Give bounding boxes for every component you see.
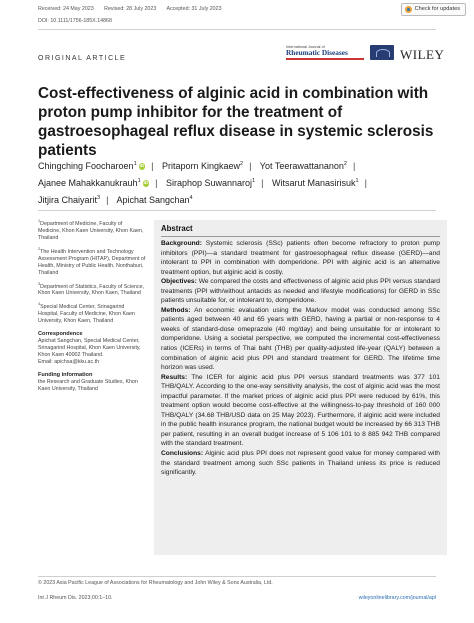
abstract-section-text: Systemic sclerosis (SSc) patients often become refractory to proton pump inhibitors (PPI)—a standard treatment for gastroesophageal reflux disease (GERD)—and intolerant to PPI in combination with domperidone. PPI with alginic acid is an alternative treatment option, but alginic acid is costly.	[161, 240, 440, 276]
publisher-logo: WILEY	[400, 47, 445, 62]
abstract-box	[154, 220, 447, 555]
journal-citation: Int J Rheum Dis. 2023;00:1–10.	[38, 595, 113, 601]
author-name[interactable]	[116, 195, 192, 205]
left-column	[38, 218, 146, 393]
abstract-divider	[161, 236, 440, 237]
affiliation-text: Special Medical Center, Srinagarind Hospital, Faculty of Medicine, Khon Kaen University, Khon Kaen, Thailand	[38, 304, 135, 325]
article-type: ORIGINAL ARTICLE	[38, 55, 127, 62]
author-separator: |	[261, 178, 264, 188]
author-affiliation-marker: 4	[189, 195, 193, 201]
copyright-notice: © 2023 Asia Pacific League of Associations for Rheumatology and John Wiley & Sons Australia, Ltd.	[38, 580, 273, 586]
author-divider	[38, 210, 436, 211]
affiliation-item	[38, 281, 146, 298]
author-affiliation-marker: 2	[343, 161, 347, 167]
funding-text: the Research and Graduate Studies, Khon Kaen University, Thailand	[38, 379, 138, 393]
abstract-section	[161, 373, 440, 449]
journal-url-link[interactable]: wileyonlinelibrary.com/journal/apl	[358, 595, 436, 601]
abstract-section-label: Conclusions:	[161, 450, 204, 458]
affiliation-marker: 2	[38, 246, 41, 251]
journal-logo-line1: International Journal of	[286, 45, 325, 49]
journal-logo-line2: Rheumatic Diseases	[286, 48, 348, 57]
affiliation-item	[38, 218, 146, 242]
funding-heading: Funding information	[38, 372, 93, 379]
correspondence-text: Apichat Sangchan, Special Medical Center, Srinagarind Hospital, Khon Kaen University, Khon Kaen 40002 Thailand.	[38, 338, 141, 359]
abstract-section-text: Alginic acid plus PPI does not represent good value for money compared with the standard treatment among such SSc patients in Thailand unless its price is reduced significantly.	[161, 450, 440, 477]
author-affiliation-marker: 1	[355, 178, 359, 184]
author-separator: |	[364, 178, 367, 188]
affiliation-text: Department of Medicine, Faculty of Medicine, Khon Kaen University, Khon Kaen, Thailand	[38, 220, 144, 241]
apl-society-logo-icon	[370, 45, 394, 60]
affiliation-marker: 3	[38, 281, 41, 286]
author-name-text: Yot Teerawattananon	[259, 161, 344, 171]
abstract-section	[161, 277, 440, 306]
orcid-icon[interactable]: iD	[139, 163, 145, 168]
affiliation-marker: 1	[38, 219, 41, 223]
author-name[interactable]	[162, 161, 243, 171]
author-name[interactable]	[38, 161, 145, 171]
author-name-text: Chingching Foocharoen	[38, 161, 134, 171]
abstract-section-label: Background:	[161, 240, 202, 247]
abstract-section	[161, 239, 440, 277]
author-separator: |	[106, 195, 109, 205]
affiliation-marker: 4	[38, 302, 41, 307]
received-date: Received: 24 May 2023	[38, 6, 94, 12]
article-dates	[38, 6, 231, 13]
accepted-date: Accepted: 31 July 2023	[166, 6, 222, 12]
abstract-section-text: We compared the costs and effectiveness of alginic acid plus PPI versus standard treatments (PPI with/without antacids as needed and lifestyle modifications) for GERD in SSc patients unsuitable for, or intolerant to, domperidone.	[161, 278, 440, 305]
abstract-section-label: Results:	[161, 373, 188, 381]
author-name[interactable]	[38, 195, 100, 205]
author-name[interactable]	[166, 178, 255, 188]
journal-logo	[286, 45, 366, 61]
correspondence-heading: Correspondence	[38, 331, 83, 338]
crossmark-icon	[405, 6, 412, 13]
journal-logo-bar	[286, 58, 364, 60]
abstract-section-label: Methods:	[161, 306, 191, 314]
author-name[interactable]	[272, 178, 359, 188]
orcid-icon[interactable]: iD	[143, 180, 149, 185]
check-updates-button[interactable]	[401, 3, 466, 16]
author-affiliation-marker: 2	[240, 161, 244, 167]
affiliation-item	[38, 301, 146, 325]
correspondence-email[interactable]: Email: apichsa@kku.ac.th	[38, 359, 100, 366]
abstract-heading: Abstract	[161, 224, 193, 233]
author-separator: |	[151, 161, 154, 171]
author-name-text: Witsarut Manasirisuk	[271, 178, 356, 188]
affiliation-text: The Health Intervention and Technology Assessment Program (HITAP), Department of Health, Ministry of Public Health, Nonthaburi, Thailand	[38, 248, 146, 276]
author-name-text: Ajanee Mahakkanukrauh	[38, 178, 138, 188]
affiliation-text: Department of Statistics, Faculty of Science, Khon Kaen University, Khon Kaen, Thailand	[38, 283, 145, 297]
affiliation-item	[38, 246, 146, 277]
author-name-text: Jitjira Chaiyarit	[38, 195, 98, 205]
doi[interactable]: DOI: 10.1111/1756-185X.14868	[38, 18, 112, 24]
top-divider	[38, 29, 436, 30]
author-affiliation-marker: 1	[133, 161, 137, 167]
abstract-body	[161, 239, 440, 478]
author-name-text: Pritaporn Kingkaew	[162, 161, 241, 171]
author-affiliation-marker: 1	[137, 178, 141, 184]
author-separator: |	[352, 161, 356, 171]
abstract-section	[161, 306, 440, 373]
abstract-section-label: Objectives:	[161, 278, 197, 286]
footer-divider	[38, 576, 436, 577]
abstract-section	[161, 449, 440, 478]
author-name[interactable]	[38, 178, 149, 188]
abstract-section-text: The ICER for alginic acid plus PPI versus standard treatments was 377 101 THB/QALY. According to the one-way sensitivity analysis, the cost of alginic acid was the most impactful parameter. If the market prices of alginic acid plus PPI were reduced by 61%, this treatment option would become cost-effective at the willingness-to-pay threshold of 160 000 THB/QALY (34.68 THB/USD data on 25 May 2023). Furthermore, if alginic acid were included in the public health insurance program, the national budget would be increased by 66 313 THB per patient, resulting in an overall budget increase of 5 106 101 to 8 885 942 THB compared with the standard treatment.	[161, 373, 440, 448]
article-title: Cost-effectiveness of alginic acid in combination with proton pump inhibitor for the treatment of gastroesophageal reflux disease in systemic sclerosis patients	[38, 85, 434, 159]
author-list	[38, 157, 448, 208]
author-name[interactable]	[260, 161, 347, 171]
author-affiliation-marker: 1	[252, 178, 256, 184]
revised-date: Revised: 28 July 2023	[104, 6, 157, 12]
author-name-text: Siraphop Suwannaroj	[166, 178, 253, 188]
abstract-section-text: An economic evaluation using the Markov model was conducted among SSc patients aged between 40 and 65 years with GERD, having a partial or non-response to 4 weeks of standard-dose omeprazole (40 mg/day) and being unsuitable for or intolerant to domperidone. Using a societal perspective, we computed the incremental cost-effectiveness ratios (ICERs) in terms of Thai baht (THB) per quality-adjusted life-year (QALY) between a combination of alginic acid plus PPI and standard treatment for GERD. The lifetime time horizon was used.	[161, 306, 440, 372]
check-updates-label: Check for updates	[414, 6, 460, 12]
author-separator: |	[249, 161, 252, 171]
affiliation-list	[38, 218, 146, 325]
author-name-text: Apichat Sangchan	[116, 195, 190, 205]
author-affiliation-marker: 3	[97, 195, 101, 201]
author-separator: |	[155, 178, 158, 188]
